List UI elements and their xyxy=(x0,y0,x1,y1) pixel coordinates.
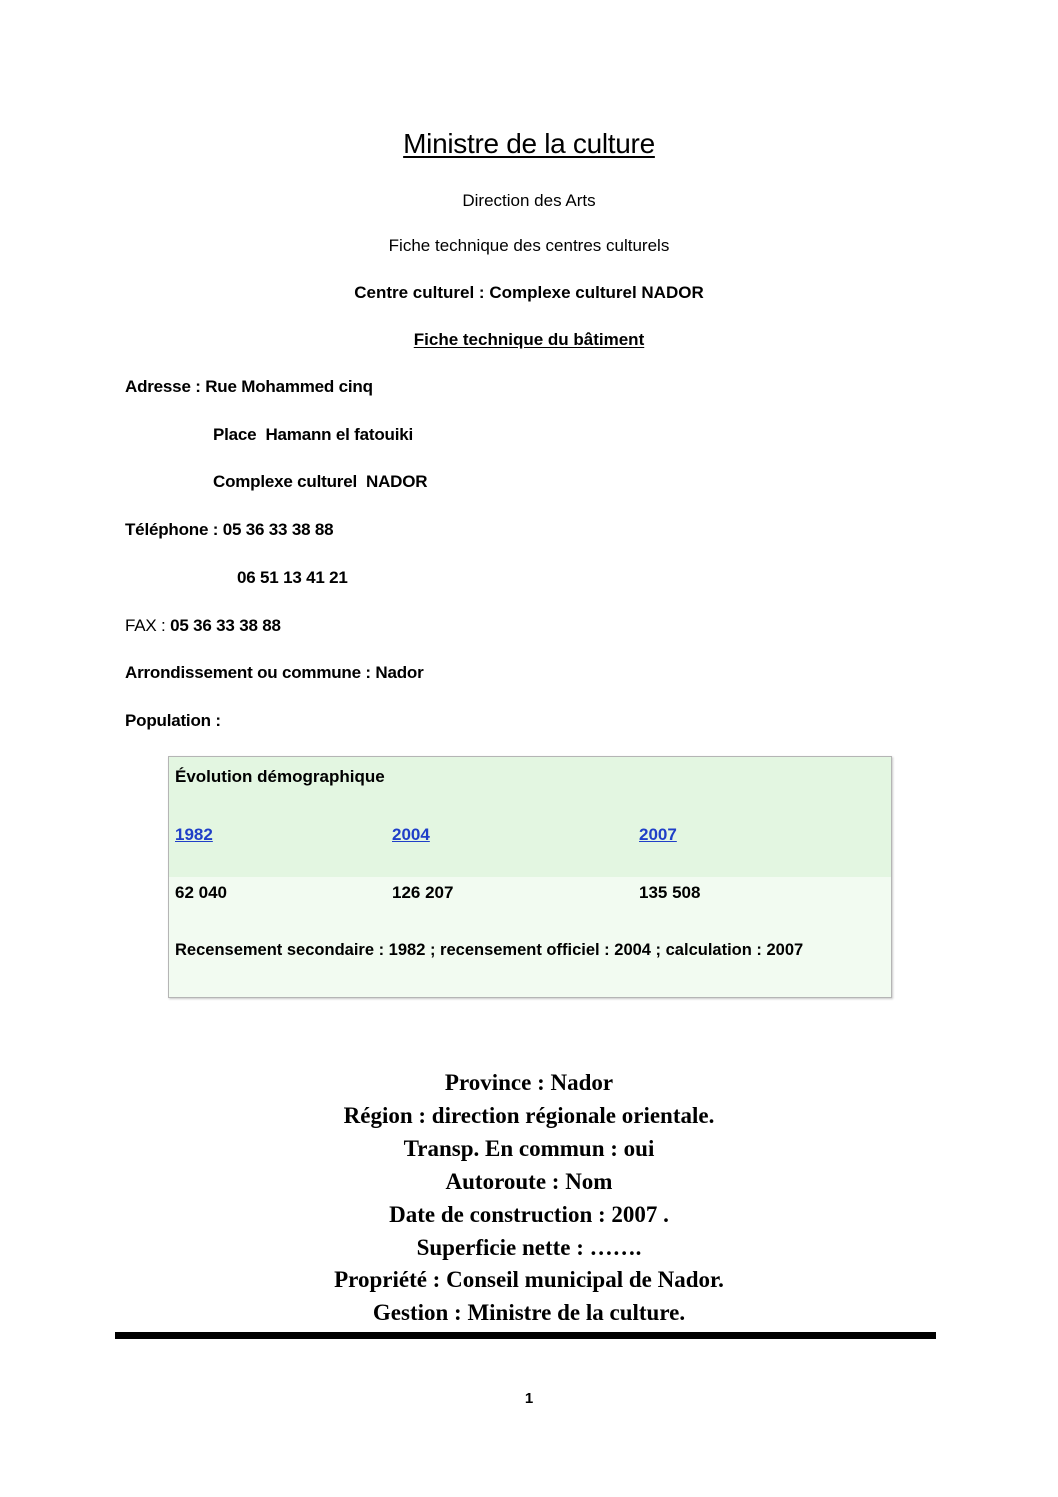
population-table xyxy=(168,756,892,998)
year-cell xyxy=(175,825,213,845)
table-note: Recensement secondaire : 1982 ; recensement officiel : 2004 ; calculation : 2007 xyxy=(175,941,804,959)
phone-line-1 xyxy=(125,520,333,540)
section-heading: Fiche technique du bâtiment xyxy=(413,330,645,349)
construction-line: Date de construction : 2007 . xyxy=(389,1202,669,1227)
year-cell xyxy=(639,825,677,845)
population-value-2007: 135 508 xyxy=(639,883,701,902)
address-line-1 xyxy=(125,377,373,397)
population-label: Population : xyxy=(125,711,221,730)
transport-line: Transp. En commun : oui xyxy=(403,1136,655,1161)
fax-line xyxy=(125,616,281,636)
direction-line: Direction des Arts xyxy=(462,191,596,210)
year-link-1982[interactable]: 1982 xyxy=(175,825,213,844)
fax-label: FAX : xyxy=(125,616,171,635)
fiche-subtitle: Fiche technique des centres culturels xyxy=(388,236,670,255)
superficie-line: Superficie nette : ……. xyxy=(416,1235,642,1260)
province-line: Province : Nador xyxy=(444,1070,614,1095)
table-header xyxy=(169,757,891,877)
year-cell xyxy=(392,825,430,845)
population-value-2004: 126 207 xyxy=(392,883,454,902)
centre-name: Centre culturel : Complexe culturel NADOR xyxy=(354,283,704,302)
page-number: 1 xyxy=(524,1390,534,1407)
address-line-3: Complexe culturel NADOR xyxy=(213,472,428,491)
population-value-1982: 62 040 xyxy=(175,883,227,902)
year-link-2007[interactable]: 2007 xyxy=(639,825,677,844)
fax-value: 05 36 33 38 88 xyxy=(170,616,281,635)
autoroute-line: Autoroute : Nom xyxy=(445,1169,613,1194)
footer-divider xyxy=(115,1332,936,1339)
propriete-line: Propriété : Conseil municipal de Nador. xyxy=(334,1267,724,1292)
phone-value-1: 05 36 33 38 88 xyxy=(222,520,334,539)
table-body xyxy=(169,877,891,997)
commune-line: Arrondissement ou commune : Nador xyxy=(125,663,424,682)
address-value-1: Rue Mohammed cinq xyxy=(205,377,373,396)
table-caption: Évolution démographique xyxy=(175,767,385,786)
phone-label: Téléphone : xyxy=(125,520,223,539)
address-line-2: Place Hamann el fatouiki xyxy=(213,425,414,444)
year-link-2004[interactable]: 2004 xyxy=(392,825,430,844)
address-label: Adresse : xyxy=(125,377,206,396)
page-title: Ministre de la culture xyxy=(403,128,655,159)
gestion-line: Gestion : Ministre de la culture. xyxy=(372,1300,686,1325)
phone-value-2: 06 51 13 41 21 xyxy=(237,568,348,587)
region-line: Région : direction régionale orientale. xyxy=(343,1103,715,1128)
